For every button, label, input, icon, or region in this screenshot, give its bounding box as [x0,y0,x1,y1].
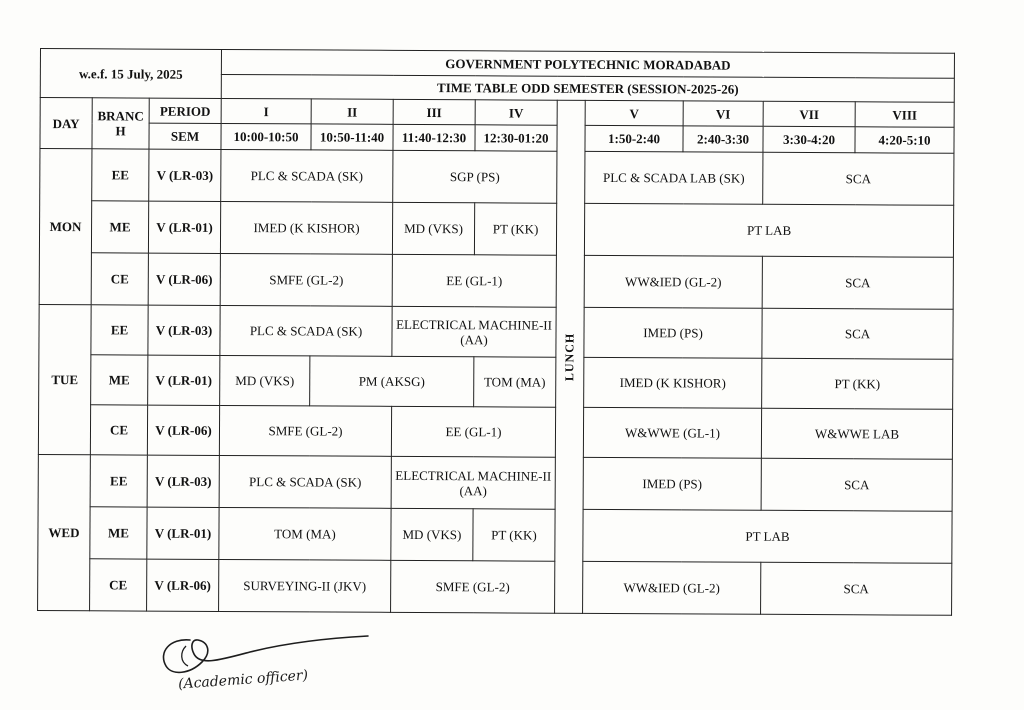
sem-cell: V (LR-06) [147,559,219,611]
period-time-1: 10:00-10:50 [221,123,311,149]
class-cell: SMFE (GL-2) [220,253,392,306]
sem-cell: V (LR-01) [148,355,220,405]
class-cell: IMED (K KISHOR) [584,357,762,408]
class-cell: IMED (PS) [583,457,761,510]
class-cell: SURVEYING-II (JKV) [219,559,391,612]
period-label-6: VI [683,101,763,126]
branch-cell: EE [92,149,149,201]
class-cell: MD (VKS) [220,355,310,405]
class-cell: PT (KK) [473,509,555,561]
signature-caption: (Academic officer) [177,667,309,693]
table-row [38,558,952,615]
class-cell: SMFE (GL-2) [391,560,555,613]
class-cell: TOM (MA) [219,507,391,560]
branch-header: BRANC H [92,98,149,149]
period-time-2: 10:50-11:40 [311,124,393,150]
class-cell: PLC & SCADA (SK) [219,455,391,508]
class-cell: ELECTRICAL MACHINE-II (AA) [391,456,555,509]
period-time-5: 1:50-2:40 [585,125,683,152]
class-cell: SCA [761,458,952,511]
class-cell: PLC & SCADA (SK) [221,149,393,202]
class-cell: SCA [763,152,954,205]
table-row [39,201,953,258]
table-row [38,454,952,511]
class-cell: SCA [762,256,953,309]
period-time-7: 3:30-4:20 [763,126,855,152]
class-cell: ELECTRICAL MACHINE-II (AA) [392,306,556,357]
day-wed: WED [38,454,91,610]
period-time-8: 4:20-5:10 [855,127,954,154]
class-cell: IMED (PS) [584,307,762,358]
institute-name: GOVERNMENT POLYTECHNIC MORADABAD [221,49,954,78]
table-row [39,354,953,409]
class-cell: W&WWE LAB [761,408,952,459]
sem-cell: V (LR-01) [147,507,219,559]
class-cell: SGP (PS) [393,150,557,203]
class-cell: SCA [761,562,952,615]
period-label-5: V [585,100,683,126]
sem-cell: V (LR-03) [149,149,221,201]
period-time-6: 2:40-3:30 [683,126,763,152]
class-cell: MD (VKS) [391,508,473,560]
branch-cell: EE [90,455,147,507]
sem-cell: V (LR-03) [148,305,220,355]
class-cell: WW&IED (GL-2) [584,255,762,308]
sem-cell: V (LR-06) [148,253,220,305]
class-cell: W&WWE (GL-1) [583,407,761,458]
sem-header: SEM [149,123,221,149]
period-label-8: VIII [855,102,954,128]
period-label-7: VII [763,101,855,126]
period-header: PERIOD [149,98,221,123]
branch-cell: ME [91,201,148,253]
class-cell: PLC & SCADA LAB (SK) [585,151,763,204]
branch-cell: CE [90,405,147,455]
table-row [38,506,952,563]
wef-date: w.e.f. 15 July, 2025 [40,49,221,99]
branch-cell: ME [91,355,148,405]
sem-cell: V (LR-06) [147,405,219,455]
timetable-subtitle: TIME TABLE ODD SEMESTER (SESSION-2025-26) [221,74,954,102]
period-time-4: 12:30-01:20 [475,125,557,151]
period-label-3: III [393,99,475,124]
branch-cell: ME [90,507,147,559]
table-row [38,404,952,459]
class-cell: WW&IED (GL-2) [583,561,761,614]
day-header: DAY [40,98,92,149]
period-label-1: I [221,98,311,123]
class-cell: SMFE (GL-2) [219,405,391,456]
class-cell: PT LAB [583,509,952,563]
period-label-2: II [311,99,393,124]
period-label-4: IV [475,100,557,125]
branch-cell: EE [91,305,148,355]
timetable-wrapper [37,48,955,616]
day-tue: TUE [38,304,91,454]
class-cell: PLC & SCADA (SK) [220,305,392,356]
class-cell: PM (AKSG) [310,356,474,407]
class-cell: IMED (K KISHOR) [220,201,392,254]
class-cell: PT (KK) [762,358,953,409]
sem-cell: V (LR-01) [148,201,220,253]
table-row [39,252,953,309]
class-cell: MD (VKS) [392,202,474,254]
lunch-label: LUNCH [562,332,577,381]
class-cell: EE (GL-1) [392,254,556,307]
lunch-column [555,100,586,613]
sem-cell: V (LR-03) [147,455,219,507]
class-cell: PT (KK) [474,203,556,255]
timetable [37,48,955,616]
class-cell: PT LAB [584,203,953,257]
class-cell: EE (GL-1) [391,406,555,457]
table-row [39,304,953,359]
branch-cell: CE [90,559,147,611]
day-mon: MON [39,149,92,305]
branch-cell: CE [91,253,148,305]
period-time-3: 11:40-12:30 [393,124,475,150]
class-cell: SCA [762,308,953,359]
class-cell: TOM (MA) [474,357,556,407]
table-row [40,149,954,206]
